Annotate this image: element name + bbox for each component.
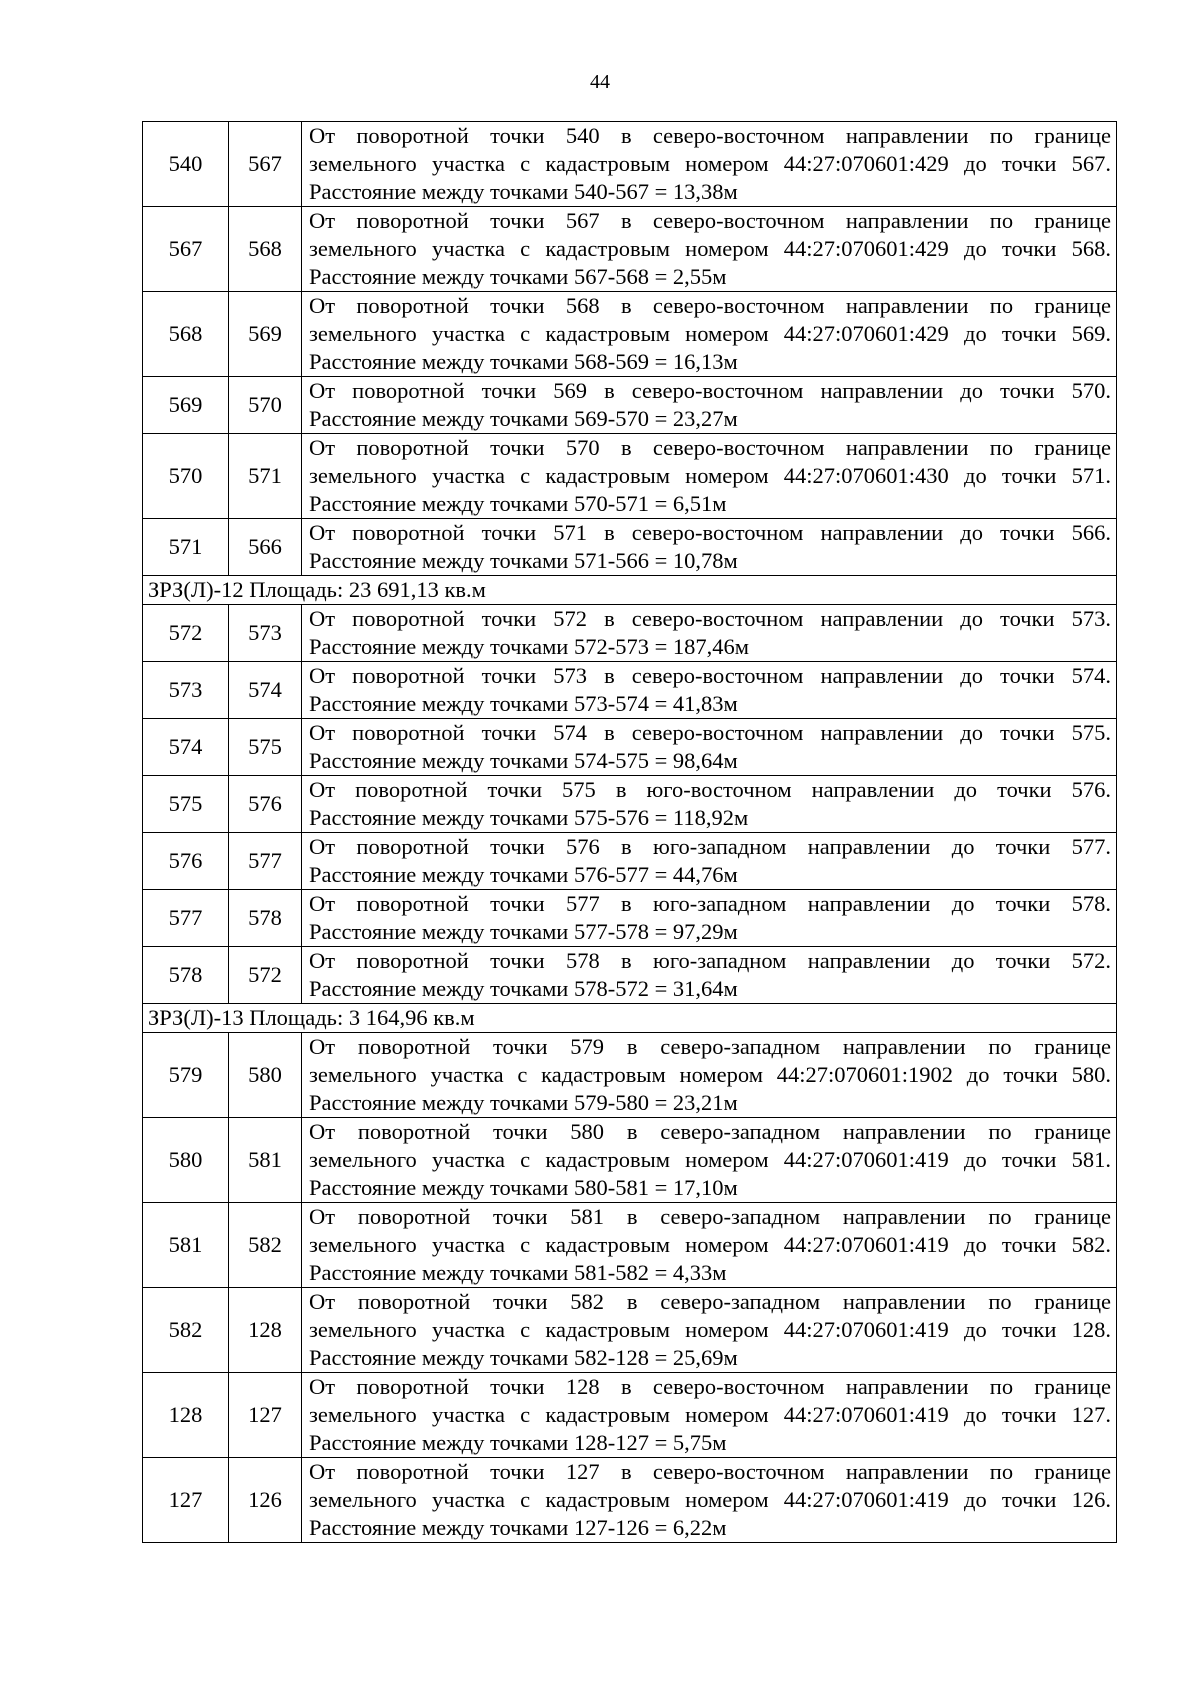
- table-body: [143, 122, 1117, 1543]
- from-point-cell: 568: [143, 292, 229, 377]
- table-row: [143, 719, 1117, 776]
- from-point-cell: 581: [143, 1203, 229, 1288]
- description-line: От поворотной точки 580 в северо-западном направлении по границе: [309, 1119, 1111, 1144]
- to-point-cell: 126: [229, 1458, 302, 1543]
- to-point-cell: 571: [229, 434, 302, 519]
- table-row: [143, 1118, 1117, 1203]
- description-line: От поворотной точки 128 в северо-восточном направлении по границе: [309, 1374, 1111, 1399]
- description-cell: [302, 519, 1117, 576]
- to-point-cell: 569: [229, 292, 302, 377]
- description-line: От поворотной точки 582 в северо-западном направлении по границе: [309, 1289, 1111, 1314]
- description-cell: [302, 662, 1117, 719]
- description-line: От поворотной точки 577 в юго-западном направлении до точки 578.: [309, 891, 1111, 916]
- description-line: земельного участка с кадастровым номером 44:27:070601:429 до точки 568.: [309, 236, 1111, 261]
- to-point-cell: 128: [229, 1288, 302, 1373]
- table-row: [143, 1458, 1117, 1543]
- description-line: Расстояние между точками 540-567 = 13,38м: [309, 179, 738, 204]
- description-line: земельного участка с кадастровым номером 44:27:070601:1902 до точки 580.: [309, 1062, 1111, 1087]
- description-line: От поворотной точки 540 в северо-восточном направлении по границе: [309, 123, 1111, 148]
- description-line: земельного участка с кадастровым номером 44:27:070601:430 до точки 571.: [309, 463, 1111, 488]
- description-line: Расстояние между точками 568-569 = 16,13м: [309, 349, 738, 374]
- to-point-cell: 566: [229, 519, 302, 576]
- from-point-cell: 576: [143, 833, 229, 890]
- to-point-cell: 573: [229, 605, 302, 662]
- table-row: [143, 1203, 1117, 1288]
- description-line: Расстояние между точками 580-581 = 17,10м: [309, 1175, 738, 1200]
- to-point-cell: 574: [229, 662, 302, 719]
- description-line: Расстояние между точками 570-571 = 6,51м: [309, 491, 727, 516]
- description-line: От поворотной точки 575 в юго-восточном направлении до точки 576.: [309, 777, 1111, 802]
- table-row: [143, 377, 1117, 434]
- description-line: От поворотной точки 572 в северо-восточном направлении до точки 573.: [309, 606, 1111, 631]
- description-line: От поворотной точки 127 в северо-восточном направлении по границе: [309, 1459, 1111, 1484]
- to-point-cell: 572: [229, 947, 302, 1004]
- description-line: Расстояние между точками 576-577 = 44,76м: [309, 862, 738, 887]
- description-line: От поворотной точки 574 в северо-восточном направлении до точки 575.: [309, 720, 1111, 745]
- to-point-cell: 580: [229, 1033, 302, 1118]
- to-point-cell: 568: [229, 207, 302, 292]
- description-cell: [302, 947, 1117, 1004]
- description-line: Расстояние между точками 569-570 = 23,27м: [309, 406, 738, 431]
- table-row: [143, 1288, 1117, 1373]
- description-line: От поворотной точки 568 в северо-восточном направлении по границе: [309, 293, 1111, 318]
- description-line: Расстояние между точками 577-578 = 97,29м: [309, 919, 738, 944]
- description-cell: [302, 890, 1117, 947]
- to-point-cell: 575: [229, 719, 302, 776]
- from-point-cell: 577: [143, 890, 229, 947]
- description-cell: [302, 1458, 1117, 1543]
- description-cell: [302, 1118, 1117, 1203]
- from-point-cell: 582: [143, 1288, 229, 1373]
- description-line: земельного участка с кадастровым номером 44:27:070601:429 до точки 567.: [309, 151, 1111, 176]
- description-line: Расстояние между точками 575-576 = 118,92м: [309, 805, 749, 830]
- description-cell: [302, 1373, 1117, 1458]
- from-point-cell: 578: [143, 947, 229, 1004]
- description-line: От поворотной точки 573 в северо-восточном направлении до точки 574.: [309, 663, 1111, 688]
- from-point-cell: 572: [143, 605, 229, 662]
- from-point-cell: 573: [143, 662, 229, 719]
- description-cell: [302, 122, 1117, 207]
- to-point-cell: 581: [229, 1118, 302, 1203]
- description-cell: [302, 1203, 1117, 1288]
- section-header: ЗРЗ(Л)-12 Площадь: 23 691,13 кв.м: [143, 576, 1117, 605]
- to-point-cell: 127: [229, 1373, 302, 1458]
- description-line: От поворотной точки 581 в северо-западном направлении по границе: [309, 1204, 1111, 1229]
- from-point-cell: 570: [143, 434, 229, 519]
- description-line: Расстояние между точками 567-568 = 2,55м: [309, 264, 727, 289]
- table-row: [143, 833, 1117, 890]
- to-point-cell: 578: [229, 890, 302, 947]
- description-line: земельного участка с кадастровым номером 44:27:070601:419 до точки 127.: [309, 1402, 1111, 1427]
- description-cell: [302, 833, 1117, 890]
- description-line: Расстояние между точками 578-572 = 31,64м: [309, 976, 738, 1001]
- from-point-cell: 574: [143, 719, 229, 776]
- to-point-cell: 577: [229, 833, 302, 890]
- table-row: [143, 947, 1117, 1004]
- from-point-cell: 540: [143, 122, 229, 207]
- table-row: [143, 292, 1117, 377]
- description-line: Расстояние между точками 574-575 = 98,64м: [309, 748, 738, 773]
- to-point-cell: 567: [229, 122, 302, 207]
- description-line: земельного участка с кадастровым номером 44:27:070601:419 до точки 581.: [309, 1147, 1111, 1172]
- from-point-cell: 571: [143, 519, 229, 576]
- table-row: [143, 890, 1117, 947]
- description-line: Расстояние между точками 581-582 = 4,33м: [309, 1260, 727, 1285]
- description-line: Расстояние между точками 128-127 = 5,75м: [309, 1430, 727, 1455]
- from-point-cell: 567: [143, 207, 229, 292]
- page-number: 44: [590, 71, 610, 93]
- section-header-row: [143, 1004, 1117, 1033]
- description-cell: [302, 719, 1117, 776]
- table-row: [143, 605, 1117, 662]
- description-line: Расстояние между точками 573-574 = 41,83м: [309, 691, 738, 716]
- description-line: земельного участка с кадастровым номером 44:27:070601:419 до точки 126.: [309, 1487, 1111, 1512]
- description-line: Расстояние между точками 582-128 = 25,69м: [309, 1345, 738, 1370]
- description-cell: [302, 377, 1117, 434]
- description-line: От поворотной точки 578 в юго-западном направлении до точки 572.: [309, 948, 1111, 973]
- description-cell: [302, 1033, 1117, 1118]
- table-row: [143, 122, 1117, 207]
- from-point-cell: 579: [143, 1033, 229, 1118]
- table-row: [143, 1033, 1117, 1118]
- description-cell: [302, 776, 1117, 833]
- table-row: [143, 662, 1117, 719]
- from-point-cell: 128: [143, 1373, 229, 1458]
- to-point-cell: 582: [229, 1203, 302, 1288]
- description-line: От поворотной точки 567 в северо-восточном направлении по границе: [309, 208, 1111, 233]
- from-point-cell: 569: [143, 377, 229, 434]
- description-line: земельного участка с кадастровым номером 44:27:070601:429 до точки 569.: [309, 321, 1111, 346]
- to-point-cell: 570: [229, 377, 302, 434]
- from-point-cell: 575: [143, 776, 229, 833]
- to-point-cell: 576: [229, 776, 302, 833]
- description-line: От поворотной точки 569 в северо-восточном направлении до точки 570.: [309, 378, 1111, 403]
- description-cell: [302, 605, 1117, 662]
- description-cell: [302, 434, 1117, 519]
- boundary-description-table: [142, 121, 1117, 1543]
- description-line: От поворотной точки 571 в северо-восточном направлении до точки 566.: [309, 520, 1111, 545]
- description-line: От поворотной точки 579 в северо-западном направлении по границе: [309, 1034, 1111, 1059]
- description-line: Расстояние между точками 127-126 = 6,22м: [309, 1515, 727, 1540]
- description-line: земельного участка с кадастровым номером 44:27:070601:419 до точки 582.: [309, 1232, 1111, 1257]
- description-line: От поворотной точки 570 в северо-восточном направлении по границе: [309, 435, 1111, 460]
- table-row: [143, 776, 1117, 833]
- description-cell: [302, 292, 1117, 377]
- table-row: [143, 207, 1117, 292]
- table-row: [143, 1373, 1117, 1458]
- description-line: Расстояние между точками 579-580 = 23,21м: [309, 1090, 738, 1115]
- description-line: Расстояние между точками 572-573 = 187,46м: [309, 634, 750, 659]
- description-line: земельного участка с кадастровым номером 44:27:070601:419 до точки 128.: [309, 1317, 1111, 1342]
- from-point-cell: 127: [143, 1458, 229, 1543]
- description-cell: [302, 207, 1117, 292]
- table-row: [143, 519, 1117, 576]
- from-point-cell: 580: [143, 1118, 229, 1203]
- description-cell: [302, 1288, 1117, 1373]
- section-header-row: [143, 576, 1117, 605]
- table-row: [143, 434, 1117, 519]
- description-line: От поворотной точки 576 в юго-западном направлении до точки 577.: [309, 834, 1111, 859]
- section-header: ЗРЗ(Л)-13 Площадь: 3 164,96 кв.м: [143, 1004, 1117, 1033]
- description-line: Расстояние между точками 571-566 = 10,78м: [309, 548, 738, 573]
